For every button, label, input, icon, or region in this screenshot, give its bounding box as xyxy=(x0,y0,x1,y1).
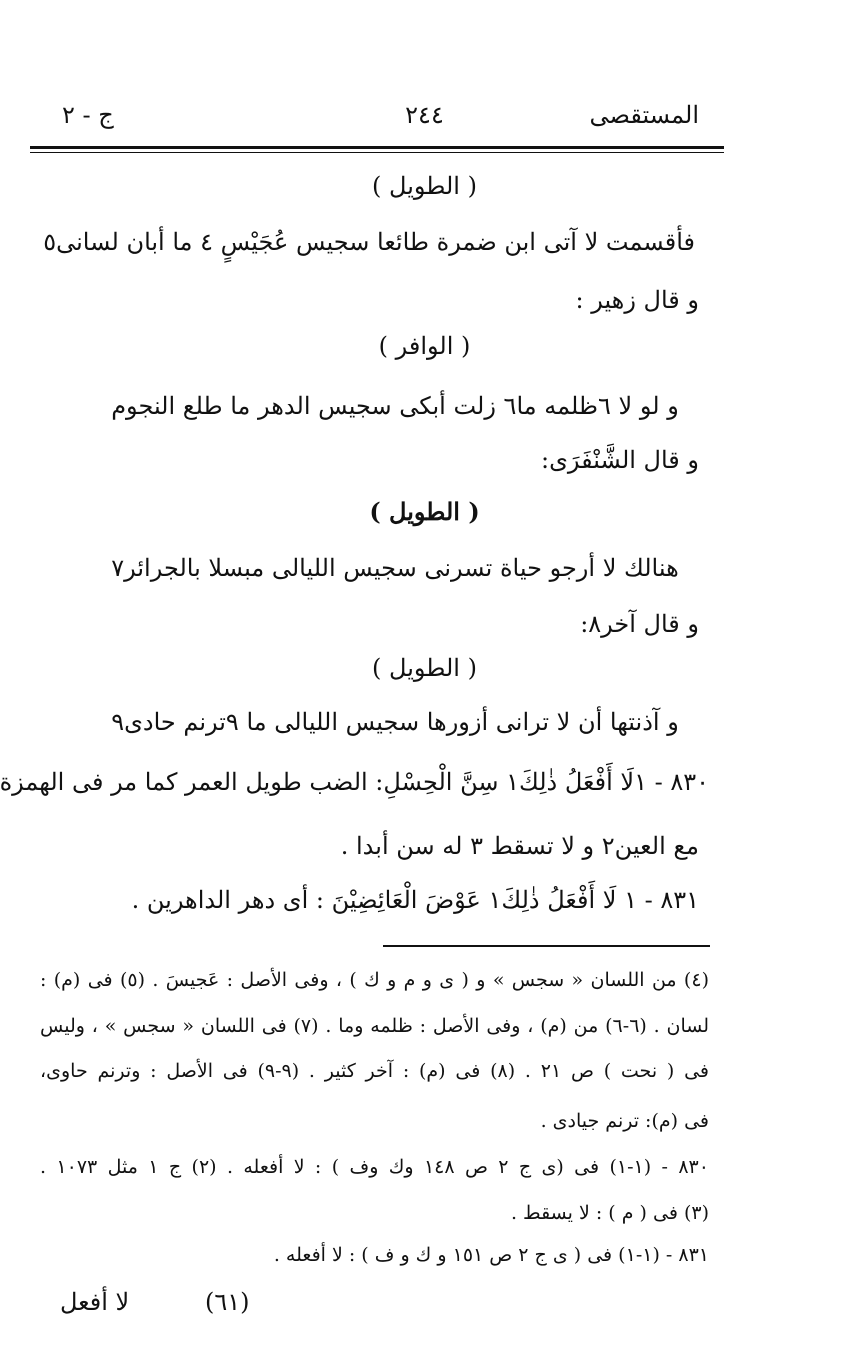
attribution-line: و قال الشَّنْفَرَى: xyxy=(541,446,699,474)
proverb-entry-830-continuation: مع العين٢ و لا تسقط ٣ له سن أبدا . xyxy=(340,832,699,860)
volume-label: ج - ٢ xyxy=(62,101,114,129)
footnote-separator xyxy=(383,945,710,947)
footnote-line: فى (م): ترنم جيادى . xyxy=(540,1110,709,1132)
footnote-line: لسان . (٦-٦) من (م) ، وفى الأصل : ظلمه وما . (٧) فى اللسان « سجس » ، وليس xyxy=(40,1015,710,1037)
verse-line: و لو لا ٦ظلمه ما٦ زلت أبكى سجيس الدهر ما طلع النجوم xyxy=(111,392,679,420)
header-rule-thick xyxy=(30,146,724,149)
footnote-line: فى ( نحت ) ص ٢١ . (٨) فى (م) : آخر كثير . (٩-٩) فى الأصل : وترنم حاوى، xyxy=(40,1060,710,1082)
footnote-line: ٨٣٠ - (١-١) فى (ى ج ٢ ص ١٤٨ وك وف ) : لا أفعله . (٢) ج ١ مثل ١٠٧٣ . xyxy=(40,1156,709,1178)
meter-label: ( الوافر ) xyxy=(378,332,471,360)
meter-label: ( الطويل ) xyxy=(372,654,477,682)
proverb-entry-830: ٨٣٠ - ١لَا أَفْعَلُ ذٰلِكَ١ سِنَّ الْحِسْلِ: الضب طويل العمر كما مر فى الهمزة xyxy=(0,768,709,796)
meter-label: ( الطويل ) xyxy=(369,497,480,526)
page-number: ٢٤٤ xyxy=(405,101,444,129)
attribution-line: و قال زهير : xyxy=(575,286,699,314)
verse-line: و آذنتها أن لا ترانى أزورها سجيس الليالى ما ٩ترنم حادى٩ xyxy=(111,708,679,736)
footnote-line: (٣) فى ( م ) : لا يسقط . xyxy=(510,1202,709,1224)
catchword: لا أفعل xyxy=(60,1288,130,1316)
verse-line: هنالك لا أرجو حياة تسرنى سجيس الليالى مبسلا بالجرائر٧ xyxy=(111,554,679,582)
header-rule-thin xyxy=(30,152,724,153)
footnote-line: ٨٣١ - (١-١) فى ( ى ج ٢ ص ١٥١ و ك و ف ) : لا أفعله . xyxy=(273,1244,709,1266)
running-title: المستقصى xyxy=(589,101,699,129)
sheet-number: (٦١) xyxy=(205,1288,250,1316)
verse-line: فأقسمت لا آتى ابن ضمرة طائعا سجيس عُجَيْسٍ ٤ ما أبان لسانى٥ xyxy=(43,228,695,256)
footnote-line: (٤) من اللسان « سجس » و ( ى و م و ك ) ، وفى الأصل : عَجيسَ . (٥) فى (م) : xyxy=(40,969,709,991)
meter-label: ( الطويل ) xyxy=(372,172,477,200)
attribution-line: و قال آخر٨: xyxy=(580,610,699,638)
proverb-entry-831: ٨٣١ - ١ لَا أَفْعَلُ ذٰلِكَ١ عَوْضَ الْعَائِضِيْنَ : أى دهر الداهرين . xyxy=(131,886,699,914)
